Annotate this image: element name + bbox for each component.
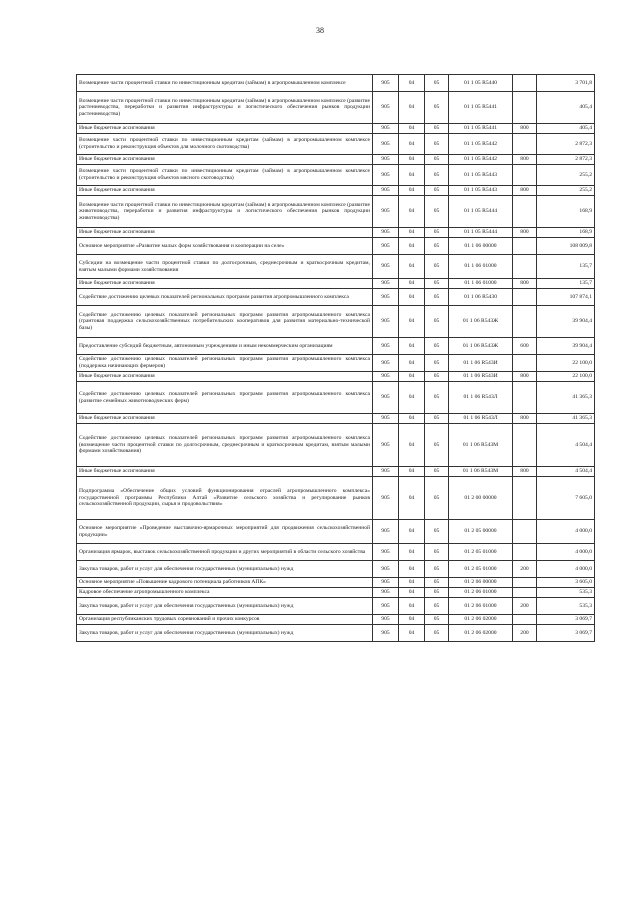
row-subsection-cell: 05 [425, 355, 449, 372]
row-name-cell: Иные бюджетные ассигнования [77, 467, 373, 477]
row-admin-code-cell: 905 [373, 561, 399, 578]
row-target-article-cell: 01 2 06 00000 [449, 578, 513, 588]
row-target-article-cell: 01 2 06 02000 [449, 615, 513, 625]
row-subsection-cell: 05 [425, 467, 449, 477]
row-section-cell: 04 [399, 561, 425, 578]
row-section-cell: 04 [399, 289, 425, 306]
row-name-cell: Закупка товаров, работ и услуг для обеспечения государственных (муниципальных) нужд [77, 561, 373, 578]
row-admin-code-cell: 905 [373, 372, 399, 382]
row-section-cell: 04 [399, 255, 425, 279]
row-amount-cell: 168,9 [537, 228, 595, 238]
row-target-article-cell: 01 1 05 R5441 [449, 124, 513, 134]
row-section-cell: 04 [399, 414, 425, 424]
row-admin-code-cell: 905 [373, 255, 399, 279]
row-amount-cell: 41 365,3 [537, 414, 595, 424]
row-section-cell: 04 [399, 588, 425, 598]
table-row [77, 306, 595, 338]
row-amount-cell: 108 009,8 [537, 238, 595, 255]
table-row [77, 424, 595, 467]
row-subsection-cell: 05 [425, 165, 449, 186]
row-subsection-cell: 05 [425, 279, 449, 289]
table-row [77, 255, 595, 279]
row-target-article-cell: 01 2 00 00000 [449, 477, 513, 520]
row-section-cell: 04 [399, 477, 425, 520]
row-admin-code-cell: 905 [373, 477, 399, 520]
row-target-article-cell: 01 1 06 R543Л [449, 382, 513, 414]
table-row [77, 372, 595, 382]
row-name-cell: Содействие достижению целевых показателей региональных программ развития агропромышленного комплекса (возмещение части процентной ставки по долгосрочным, среднесрочным и краткосрочным кредитам, взятым малыми формами хозяйствования) [77, 424, 373, 467]
row-subsection-cell: 05 [425, 625, 449, 642]
row-target-article-cell: 01 1 06 R543Л [449, 414, 513, 424]
row-section-cell: 04 [399, 625, 425, 642]
row-name-cell: Закупка товаров, работ и услуг для обеспечения государственных (муниципальных) нужд [77, 598, 373, 615]
row-name-cell: Субсидии на возмещение части процентной ставки по долгосрочным, среднесрочным и краткосрочным кредитам, взятым малыми формами хозяйствования [77, 255, 373, 279]
row-section-cell: 04 [399, 615, 425, 625]
table-row [77, 467, 595, 477]
row-subsection-cell: 05 [425, 238, 449, 255]
row-target-article-cell: 01 1 05 R5440 [449, 75, 513, 92]
row-section-cell: 04 [399, 382, 425, 414]
row-expense-type-cell [513, 424, 537, 467]
row-admin-code-cell: 905 [373, 134, 399, 155]
row-expense-type-cell [513, 134, 537, 155]
row-target-article-cell: 01 1 06 01000 [449, 255, 513, 279]
row-subsection-cell: 05 [425, 615, 449, 625]
row-admin-code-cell: 905 [373, 238, 399, 255]
row-name-cell: Организация ярмарок, выставок сельскохозяйственной продукции и других мероприятий в области сельского хозяйства [77, 544, 373, 561]
row-target-article-cell: 01 2 05 00000 [449, 520, 513, 544]
row-amount-cell: 22 100,0 [537, 372, 595, 382]
table-row [77, 289, 595, 306]
row-admin-code-cell: 905 [373, 578, 399, 588]
table-row [77, 544, 595, 561]
row-subsection-cell: 05 [425, 561, 449, 578]
row-name-cell: Подпрограмма «Обеспечение общих условий функционирования отраслей агропромышленного комплекса» государственной программы Республики Алтай «Развитие сельского хозяйства и регулирование рынков сельскохозяйственной продукции, сырья и продовольствия» [77, 477, 373, 520]
row-subsection-cell: 05 [425, 186, 449, 196]
row-expense-type-cell [513, 382, 537, 414]
row-amount-cell: 2 872,3 [537, 134, 595, 155]
row-section-cell: 04 [399, 75, 425, 92]
row-amount-cell: 3 605,0 [537, 578, 595, 588]
row-amount-cell: 4 000,0 [537, 561, 595, 578]
table-row [77, 588, 595, 598]
row-name-cell: Иные бюджетные ассигнования [77, 186, 373, 196]
row-subsection-cell: 05 [425, 134, 449, 155]
row-admin-code-cell: 905 [373, 196, 399, 228]
table-row [77, 578, 595, 588]
row-target-article-cell: 01 1 05 R5444 [449, 196, 513, 228]
table-row [77, 598, 595, 615]
row-target-article-cell: 01 2 05 01000 [449, 544, 513, 561]
row-section-cell: 04 [399, 338, 425, 355]
row-admin-code-cell: 905 [373, 186, 399, 196]
row-admin-code-cell: 905 [373, 544, 399, 561]
row-section-cell: 04 [399, 186, 425, 196]
row-name-cell: Содействие достижению целевых показателей региональных программ развития агропромышленного комплекса (поддержка начинающих фермеров) [77, 355, 373, 372]
row-section-cell: 04 [399, 467, 425, 477]
row-amount-cell: 4 000,0 [537, 520, 595, 544]
row-section-cell: 04 [399, 424, 425, 467]
row-admin-code-cell: 905 [373, 598, 399, 615]
row-name-cell: Иные бюджетные ассигнования [77, 279, 373, 289]
row-expense-type-cell [513, 578, 537, 588]
row-section-cell: 04 [399, 372, 425, 382]
row-target-article-cell: 01 1 05 R5442 [449, 155, 513, 165]
row-target-article-cell: 01 1 06 R5430 [449, 289, 513, 306]
table-row [77, 155, 595, 165]
row-section-cell: 04 [399, 279, 425, 289]
budget-table-body [77, 75, 595, 642]
table-row [77, 355, 595, 372]
row-amount-cell: 7 605,0 [537, 477, 595, 520]
row-amount-cell: 22 100,0 [537, 355, 595, 372]
row-subsection-cell: 05 [425, 92, 449, 124]
row-name-cell: Возмещение части процентной ставки по инвестиционным кредитам (займам) в агропромышленном комплексе [77, 75, 373, 92]
row-admin-code-cell: 905 [373, 306, 399, 338]
row-expense-type-cell [513, 75, 537, 92]
row-subsection-cell: 05 [425, 75, 449, 92]
table-row [77, 75, 595, 92]
row-admin-code-cell: 905 [373, 165, 399, 186]
row-section-cell: 04 [399, 306, 425, 338]
row-admin-code-cell: 905 [373, 75, 399, 92]
row-subsection-cell: 05 [425, 372, 449, 382]
row-expense-type-cell [513, 477, 537, 520]
table-row [77, 124, 595, 134]
row-amount-cell: 3 069,7 [537, 615, 595, 625]
row-name-cell: Основное мероприятие «Развитие малых форм хозяйствования и кооперации на селе» [77, 238, 373, 255]
row-target-article-cell: 01 1 05 R5441 [449, 92, 513, 124]
row-section-cell: 04 [399, 520, 425, 544]
row-amount-cell: 405,4 [537, 92, 595, 124]
row-admin-code-cell: 905 [373, 588, 399, 598]
row-section-cell: 04 [399, 544, 425, 561]
row-amount-cell: 3 069,7 [537, 625, 595, 642]
row-amount-cell: 41 365,3 [537, 382, 595, 414]
row-name-cell: Содействие достижению целевых показателей региональных программ развития агропромышленного комплекса [77, 289, 373, 306]
row-name-cell: Возмещение части процентной ставки по инвестиционным кредитам (займам) в агропромышленном комплексе (развитие животноводства, переработки и развития инфраструктуры и логистического обеспечения рынков продукции животноводства) [77, 196, 373, 228]
row-name-cell: Возмещение части процентной ставки по инвестиционным кредитам (займам) в агропромышленном комплексе (строительство и реконструкция объектов мясного скотоводства) [77, 165, 373, 186]
table-row [77, 92, 595, 124]
row-expense-type-cell [513, 196, 537, 228]
row-target-article-cell: 01 1 05 R5443 [449, 186, 513, 196]
row-name-cell: Иные бюджетные ассигнования [77, 372, 373, 382]
row-section-cell: 04 [399, 165, 425, 186]
row-section-cell: 04 [399, 238, 425, 255]
row-expense-type-cell [513, 165, 537, 186]
table-row [77, 279, 595, 289]
row-expense-type-cell [513, 588, 537, 598]
row-subsection-cell: 05 [425, 424, 449, 467]
row-subsection-cell: 05 [425, 255, 449, 279]
table-row [77, 338, 595, 355]
row-admin-code-cell: 905 [373, 424, 399, 467]
table-row [77, 520, 595, 544]
row-subsection-cell: 05 [425, 544, 449, 561]
row-expense-type-cell: 200 [513, 561, 537, 578]
row-section-cell: 04 [399, 355, 425, 372]
row-admin-code-cell: 905 [373, 289, 399, 306]
row-expense-type-cell: 800 [513, 372, 537, 382]
table-row [77, 615, 595, 625]
table-row [77, 196, 595, 228]
row-name-cell: Возмещение части процентной ставки по инвестиционным кредитам (займам) в агропромышленном комплексе (развитие растениеводства, переработки и развития инфраструктуры и логистического обеспечения рынков продукции растениеводства) [77, 92, 373, 124]
table-row [77, 186, 595, 196]
row-amount-cell: 535,3 [537, 598, 595, 615]
row-target-article-cell: 01 1 05 R5443 [449, 165, 513, 186]
row-amount-cell: 255,2 [537, 165, 595, 186]
row-target-article-cell: 01 1 06 R543И [449, 355, 513, 372]
row-admin-code-cell: 905 [373, 338, 399, 355]
table-row [77, 561, 595, 578]
row-expense-type-cell [513, 615, 537, 625]
row-name-cell: Организация республиканских трудовых соревнований и прочих конкурсов [77, 615, 373, 625]
table-row [77, 382, 595, 414]
row-expense-type-cell [513, 306, 537, 338]
row-section-cell: 04 [399, 598, 425, 615]
row-expense-type-cell [513, 255, 537, 279]
row-name-cell: Иные бюджетные ассигнования [77, 228, 373, 238]
row-expense-type-cell [513, 289, 537, 306]
row-subsection-cell: 05 [425, 289, 449, 306]
row-section-cell: 04 [399, 578, 425, 588]
row-expense-type-cell [513, 238, 537, 255]
row-amount-cell: 135,7 [537, 255, 595, 279]
row-section-cell: 04 [399, 228, 425, 238]
row-name-cell: Кадровое обеспечение агропромышленного комплекса [77, 588, 373, 598]
row-target-article-cell: 01 1 06 00000 [449, 238, 513, 255]
row-subsection-cell: 05 [425, 155, 449, 165]
table-row [77, 165, 595, 186]
row-amount-cell: 107 874,1 [537, 289, 595, 306]
row-admin-code-cell: 905 [373, 124, 399, 134]
row-admin-code-cell: 905 [373, 155, 399, 165]
row-target-article-cell: 01 1 05 R5444 [449, 228, 513, 238]
row-admin-code-cell: 905 [373, 615, 399, 625]
row-subsection-cell: 05 [425, 228, 449, 238]
row-subsection-cell: 05 [425, 382, 449, 414]
row-section-cell: 04 [399, 124, 425, 134]
row-subsection-cell: 05 [425, 578, 449, 588]
table-row [77, 238, 595, 255]
row-target-article-cell: 01 1 06 R543Ж [449, 306, 513, 338]
row-expense-type-cell: 800 [513, 155, 537, 165]
page-number: 38 [316, 26, 324, 35]
row-target-article-cell: 01 1 05 R5442 [449, 134, 513, 155]
row-amount-cell: 2 872,3 [537, 155, 595, 165]
row-name-cell: Основное мероприятие «Повышение кадрового потенциала работников АПК» [77, 578, 373, 588]
row-admin-code-cell: 905 [373, 520, 399, 544]
row-admin-code-cell: 905 [373, 414, 399, 424]
row-target-article-cell: 01 1 06 R543М [449, 424, 513, 467]
row-admin-code-cell: 905 [373, 279, 399, 289]
row-target-article-cell: 01 1 06 R543Ж [449, 338, 513, 355]
row-amount-cell: 4 504,4 [537, 467, 595, 477]
row-name-cell: Возмещение части процентной ставки по инвестиционным кредитам (займам) в агропромышленном комплексе (строительство и реконструкция объектов для молочного скотоводства) [77, 134, 373, 155]
row-subsection-cell: 05 [425, 306, 449, 338]
row-admin-code-cell: 905 [373, 92, 399, 124]
row-target-article-cell: 01 2 05 01000 [449, 561, 513, 578]
row-name-cell: Содействие достижению целевых показателей региональных программ развития агропромышленного комплекса (развитие семейных животноводческих ферм) [77, 382, 373, 414]
row-amount-cell: 4 000,0 [537, 544, 595, 561]
row-section-cell: 04 [399, 92, 425, 124]
row-target-article-cell: 01 2 06 01000 [449, 588, 513, 598]
table-row [77, 414, 595, 424]
row-subsection-cell: 05 [425, 598, 449, 615]
row-subsection-cell: 05 [425, 477, 449, 520]
row-expense-type-cell: 800 [513, 228, 537, 238]
row-section-cell: 04 [399, 196, 425, 228]
row-name-cell: Закупка товаров, работ и услуг для обеспечения государственных (муниципальных) нужд [77, 625, 373, 642]
row-admin-code-cell: 905 [373, 355, 399, 372]
row-admin-code-cell: 905 [373, 467, 399, 477]
row-amount-cell: 255,2 [537, 186, 595, 196]
row-name-cell: Содействие достижению целевых показателей региональных программ развития агропромышленного комплекса (грантовая поддержка сельскохозяйственных потребительских кооперативов для развития материально-технической базы) [77, 306, 373, 338]
row-section-cell: 04 [399, 134, 425, 155]
row-amount-cell: 535,3 [537, 588, 595, 598]
row-expense-type-cell [513, 355, 537, 372]
row-admin-code-cell: 905 [373, 625, 399, 642]
row-expense-type-cell [513, 544, 537, 561]
table-row [77, 228, 595, 238]
row-expense-type-cell [513, 92, 537, 124]
table-row [77, 625, 595, 642]
row-subsection-cell: 05 [425, 520, 449, 544]
row-amount-cell: 39 904,4 [537, 306, 595, 338]
table-row [77, 477, 595, 520]
row-name-cell: Иные бюджетные ассигнования [77, 155, 373, 165]
table-row [77, 134, 595, 155]
row-expense-type-cell: 800 [513, 414, 537, 424]
row-name-cell: Иные бюджетные ассигнования [77, 414, 373, 424]
row-expense-type-cell: 600 [513, 338, 537, 355]
row-admin-code-cell: 905 [373, 228, 399, 238]
row-target-article-cell: 01 2 06 02000 [449, 625, 513, 642]
row-amount-cell: 4 504,4 [537, 424, 595, 467]
row-target-article-cell: 01 2 06 01000 [449, 598, 513, 615]
row-subsection-cell: 05 [425, 414, 449, 424]
row-expense-type-cell: 800 [513, 467, 537, 477]
row-expense-type-cell: 800 [513, 186, 537, 196]
row-section-cell: 04 [399, 155, 425, 165]
row-amount-cell: 405,4 [537, 124, 595, 134]
row-admin-code-cell: 905 [373, 382, 399, 414]
row-name-cell: Предоставление субсидий бюджетным, автономным учреждениям и иным некоммерческим организациям [77, 338, 373, 355]
budget-table [76, 74, 595, 642]
row-target-article-cell: 01 1 06 R543М [449, 467, 513, 477]
row-amount-cell: 3 701,8 [537, 75, 595, 92]
row-subsection-cell: 05 [425, 338, 449, 355]
row-subsection-cell: 05 [425, 196, 449, 228]
row-expense-type-cell [513, 520, 537, 544]
row-target-article-cell: 01 1 06 01000 [449, 279, 513, 289]
row-subsection-cell: 05 [425, 588, 449, 598]
row-expense-type-cell: 800 [513, 124, 537, 134]
row-expense-type-cell: 200 [513, 625, 537, 642]
row-amount-cell: 39 904,4 [537, 338, 595, 355]
row-subsection-cell: 05 [425, 124, 449, 134]
row-expense-type-cell: 800 [513, 279, 537, 289]
row-expense-type-cell: 200 [513, 598, 537, 615]
row-amount-cell: 135,7 [537, 279, 595, 289]
row-target-article-cell: 01 1 06 R543И [449, 372, 513, 382]
row-name-cell: Иные бюджетные ассигнования [77, 124, 373, 134]
row-name-cell: Основное мероприятие «Проведение выставочно-ярмарочных мероприятий для продвижения сельскохозяйственной продукции» [77, 520, 373, 544]
row-amount-cell: 168,9 [537, 196, 595, 228]
